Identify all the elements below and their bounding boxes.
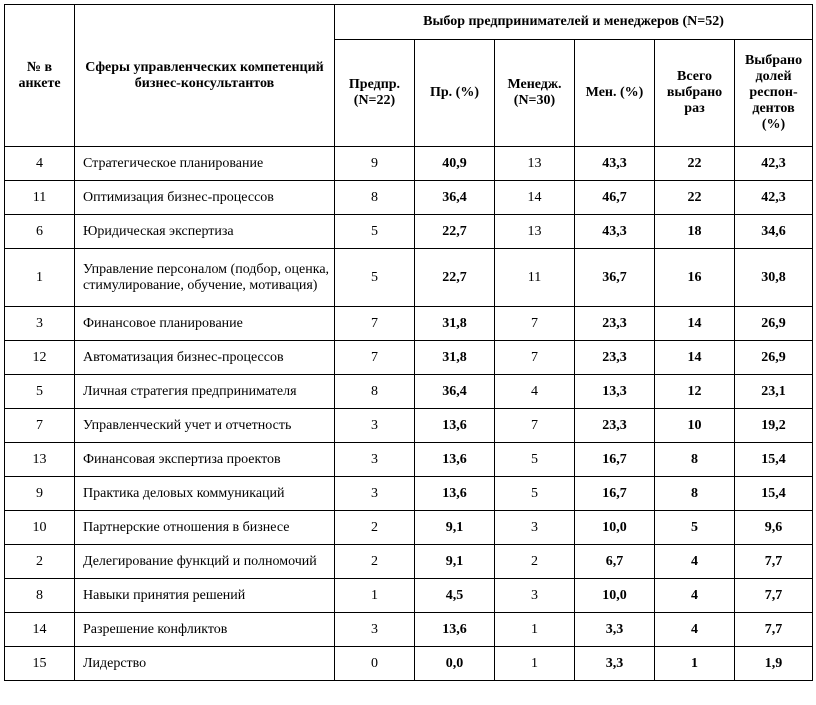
cell-managers-pct: 3,3	[575, 613, 655, 647]
cell-sphere: Практика деловых коммуникаций	[75, 477, 335, 511]
table-row	[5, 341, 813, 375]
cell-entrepreneurs-pct: 36,4	[415, 181, 495, 215]
cell-managers: 7	[495, 307, 575, 341]
cell-entrepreneurs: 8	[335, 181, 415, 215]
cell-entrepreneurs-pct: 13,6	[415, 477, 495, 511]
header-managers: Менедж. (N=30)	[495, 40, 575, 147]
cell-total: 4	[655, 579, 735, 613]
cell-sphere: Оптимизация бизнес-процессов	[75, 181, 335, 215]
cell-total: 4	[655, 613, 735, 647]
cell-share: 1,9	[735, 647, 813, 681]
cell-share: 15,4	[735, 443, 813, 477]
cell-managers: 2	[495, 545, 575, 579]
cell-entrepreneurs: 8	[335, 375, 415, 409]
cell-managers-pct: 13,3	[575, 375, 655, 409]
cell-entrepreneurs: 2	[335, 511, 415, 545]
table-row	[5, 579, 813, 613]
cell-managers-pct: 6,7	[575, 545, 655, 579]
cell-managers-pct: 36,7	[575, 249, 655, 307]
cell-entrepreneurs: 3	[335, 477, 415, 511]
cell-managers: 13	[495, 215, 575, 249]
cell-entrepreneurs-pct: 22,7	[415, 249, 495, 307]
cell-sphere: Стратегическое планирование	[75, 147, 335, 181]
cell-share: 30,8	[735, 249, 813, 307]
cell-total: 18	[655, 215, 735, 249]
cell-managers-pct: 43,3	[575, 147, 655, 181]
cell-share: 34,6	[735, 215, 813, 249]
cell-share: 19,2	[735, 409, 813, 443]
cell-total: 5	[655, 511, 735, 545]
header-num: № в анкете	[5, 5, 75, 147]
cell-share: 7,7	[735, 579, 813, 613]
cell-entrepreneurs: 3	[335, 409, 415, 443]
cell-entrepreneurs-pct: 31,8	[415, 307, 495, 341]
cell-total: 10	[655, 409, 735, 443]
table-row	[5, 249, 813, 307]
cell-sphere: Финансовая экспертиза проектов	[75, 443, 335, 477]
cell-total: 8	[655, 477, 735, 511]
cell-sphere: Лидерство	[75, 647, 335, 681]
cell-num: 3	[5, 307, 75, 341]
header-sphere: Сферы управленческих компетенций бизнес-консультантов	[75, 5, 335, 147]
cell-entrepreneurs-pct: 13,6	[415, 613, 495, 647]
cell-num: 7	[5, 409, 75, 443]
cell-managers: 5	[495, 477, 575, 511]
cell-share: 26,9	[735, 341, 813, 375]
cell-sphere: Управленческий учет и отчетность	[75, 409, 335, 443]
cell-share: 15,4	[735, 477, 813, 511]
table-row	[5, 375, 813, 409]
cell-num: 12	[5, 341, 75, 375]
cell-sphere: Юридическая экспертиза	[75, 215, 335, 249]
table-row	[5, 307, 813, 341]
cell-num: 1	[5, 249, 75, 307]
cell-total: 14	[655, 307, 735, 341]
table-row	[5, 443, 813, 477]
cell-managers: 7	[495, 341, 575, 375]
cell-entrepreneurs: 3	[335, 613, 415, 647]
cell-managers: 14	[495, 181, 575, 215]
cell-managers: 1	[495, 613, 575, 647]
table-row	[5, 613, 813, 647]
cell-sphere: Управление персоналом (подбор, оценка, стимулирование, обучение, мотивация)	[75, 249, 335, 307]
cell-entrepreneurs: 9	[335, 147, 415, 181]
cell-total: 8	[655, 443, 735, 477]
table-row	[5, 147, 813, 181]
cell-sphere: Личная стратегия предпринимателя	[75, 375, 335, 409]
header-group: Выбор предпринимателей и менеджеров (N=52)	[335, 5, 813, 40]
cell-managers-pct: 10,0	[575, 511, 655, 545]
cell-entrepreneurs: 7	[335, 341, 415, 375]
table-row	[5, 181, 813, 215]
cell-share: 42,3	[735, 147, 813, 181]
cell-num: 11	[5, 181, 75, 215]
cell-num: 15	[5, 647, 75, 681]
cell-entrepreneurs: 5	[335, 249, 415, 307]
cell-total: 1	[655, 647, 735, 681]
cell-num: 2	[5, 545, 75, 579]
cell-sphere: Навыки принятия решений	[75, 579, 335, 613]
cell-share: 23,1	[735, 375, 813, 409]
cell-managers: 11	[495, 249, 575, 307]
cell-managers: 3	[495, 511, 575, 545]
cell-total: 22	[655, 147, 735, 181]
cell-num: 4	[5, 147, 75, 181]
cell-managers: 1	[495, 647, 575, 681]
competencies-table	[4, 4, 813, 681]
cell-sphere: Делегирование функций и полномочий	[75, 545, 335, 579]
cell-managers: 7	[495, 409, 575, 443]
cell-entrepreneurs: 0	[335, 647, 415, 681]
cell-share: 26,9	[735, 307, 813, 341]
cell-entrepreneurs-pct: 22,7	[415, 215, 495, 249]
cell-total: 12	[655, 375, 735, 409]
cell-entrepreneurs-pct: 40,9	[415, 147, 495, 181]
cell-managers-pct: 16,7	[575, 477, 655, 511]
cell-entrepreneurs-pct: 36,4	[415, 375, 495, 409]
cell-managers-pct: 10,0	[575, 579, 655, 613]
cell-sphere: Разрешение конфликтов	[75, 613, 335, 647]
cell-total: 22	[655, 181, 735, 215]
cell-entrepreneurs-pct: 31,8	[415, 341, 495, 375]
cell-entrepreneurs-pct: 9,1	[415, 511, 495, 545]
cell-managers-pct: 46,7	[575, 181, 655, 215]
cell-entrepreneurs-pct: 13,6	[415, 443, 495, 477]
table-row	[5, 477, 813, 511]
cell-num: 9	[5, 477, 75, 511]
cell-num: 10	[5, 511, 75, 545]
cell-entrepreneurs: 3	[335, 443, 415, 477]
cell-managers: 3	[495, 579, 575, 613]
table-row	[5, 511, 813, 545]
cell-managers: 5	[495, 443, 575, 477]
cell-entrepreneurs-pct: 0,0	[415, 647, 495, 681]
cell-share: 42,3	[735, 181, 813, 215]
table-row	[5, 545, 813, 579]
cell-managers-pct: 16,7	[575, 443, 655, 477]
cell-entrepreneurs: 2	[335, 545, 415, 579]
cell-managers-pct: 23,3	[575, 307, 655, 341]
table-row	[5, 215, 813, 249]
cell-entrepreneurs: 1	[335, 579, 415, 613]
header-total: Всего выбрано раз	[655, 40, 735, 147]
cell-num: 6	[5, 215, 75, 249]
cell-num: 14	[5, 613, 75, 647]
cell-entrepreneurs-pct: 9,1	[415, 545, 495, 579]
cell-share: 7,7	[735, 545, 813, 579]
cell-managers: 13	[495, 147, 575, 181]
cell-managers: 4	[495, 375, 575, 409]
header-entrepreneurs: Предпр. (N=22)	[335, 40, 415, 147]
header-entrepreneurs-pct: Пр. (%)	[415, 40, 495, 147]
cell-entrepreneurs-pct: 4,5	[415, 579, 495, 613]
header-managers-pct: Мен. (%)	[575, 40, 655, 147]
cell-sphere: Партнерские отношения в бизнесе	[75, 511, 335, 545]
cell-total: 16	[655, 249, 735, 307]
cell-managers-pct: 23,3	[575, 341, 655, 375]
cell-num: 13	[5, 443, 75, 477]
cell-managers-pct: 43,3	[575, 215, 655, 249]
cell-sphere: Финансовое планирование	[75, 307, 335, 341]
cell-entrepreneurs: 5	[335, 215, 415, 249]
cell-total: 14	[655, 341, 735, 375]
table-row	[5, 647, 813, 681]
cell-total: 4	[655, 545, 735, 579]
cell-managers-pct: 23,3	[575, 409, 655, 443]
table-body	[5, 147, 813, 681]
cell-sphere: Автоматизация бизнес-процессов	[75, 341, 335, 375]
cell-share: 7,7	[735, 613, 813, 647]
cell-num: 8	[5, 579, 75, 613]
cell-num: 5	[5, 375, 75, 409]
cell-entrepreneurs: 7	[335, 307, 415, 341]
cell-managers-pct: 3,3	[575, 647, 655, 681]
header-share: Выбрано долей респон-дентов (%)	[735, 40, 813, 147]
cell-entrepreneurs-pct: 13,6	[415, 409, 495, 443]
table-row	[5, 409, 813, 443]
cell-share: 9,6	[735, 511, 813, 545]
